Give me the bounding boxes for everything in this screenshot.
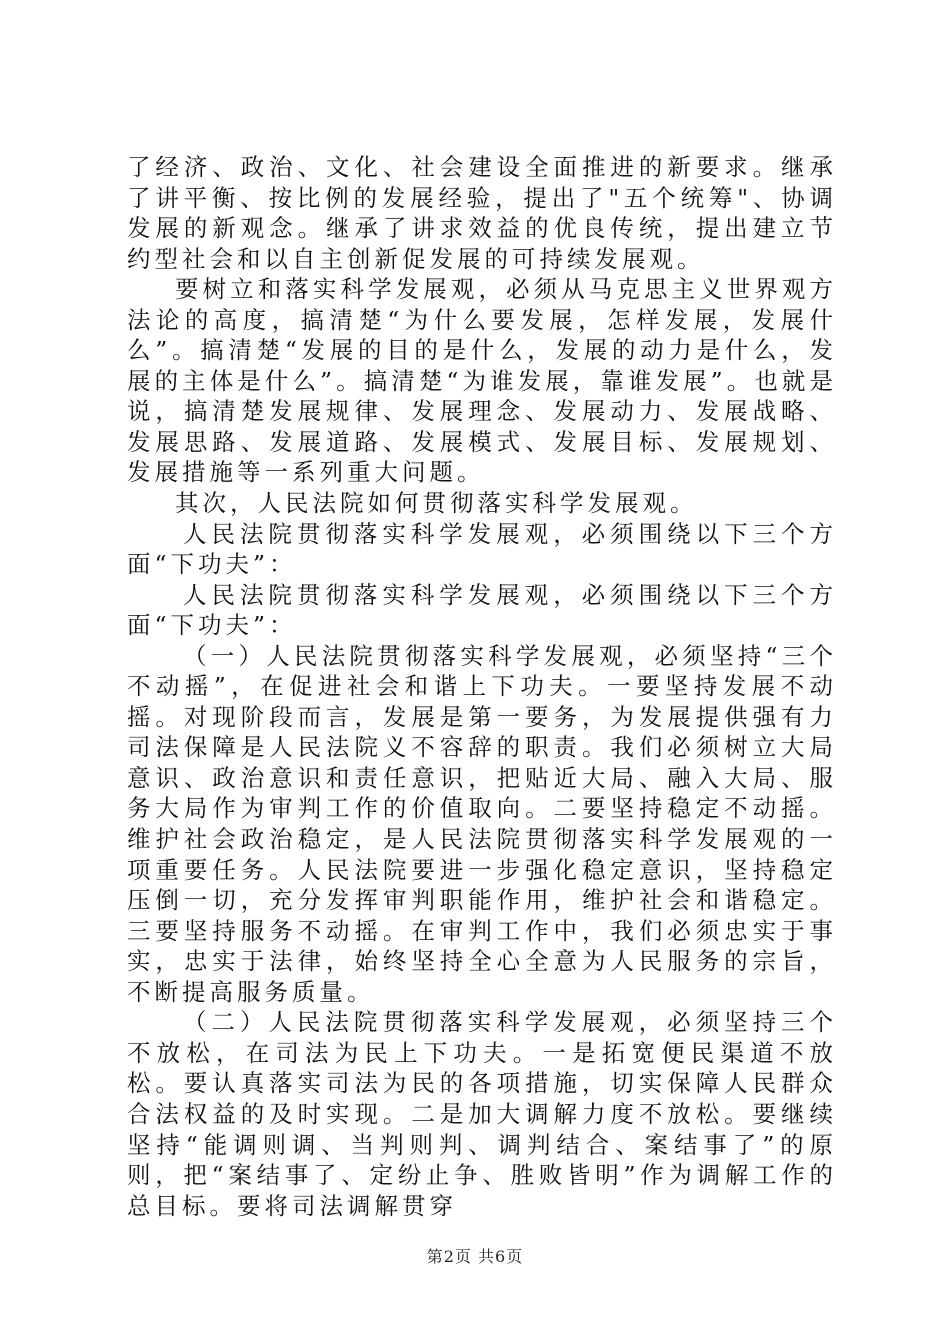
paragraph-point-one: （一）人民法院贯彻落实科学发展观，必须坚持“三个不动摇”，在促进社会和谐上下功夫。一要坚持发展不动摇。对现阶段而言，发展是第一要务，为发展提供强有力司法保障是人民法院义不容辞的职责。我们必须树立大局意识、政治意识和责任意识，把贴近大局、融入大局、服务大局作为审判工作的价值取向。二要坚持稳定不动摇。维护社会政治稳定，是人民法院贯彻落实科学发展观的一项重要任务。人民法院要进一步强化稳定意识，坚持稳定压倒一切，充分发挥审判职能作用，维护社会和谐稳定。三要坚持服务不动摇。在审判工作中，我们必须忠实于事实，忠实于法律，始终坚持全心全意为人民服务的宗旨，不断提高服务质量。: [127, 641, 837, 1006]
paragraph-three-aspects-repeat: 人民法院贯彻落实科学发展观，必须围绕以下三个方面“下功夫”：: [127, 580, 837, 640]
paragraph-continuation: 了经济、政治、文化、社会建设全面推进的新要求。继承了讲平衡、按比例的发展经验，提出了"五个统筹"、协调发展的新观念。继承了讲求效益的优良传统，提出建立节约型社会和以自主创新促发展的可持续发展观。: [127, 153, 837, 273]
page-number-footer: 第2页 共6页: [426, 1247, 524, 1266]
document-body: [127, 152, 837, 1221]
paragraph-development-view: 要树立和落实科学发展观，必须从马克思主义世界观方法论的高度，搞清楚“为什么要发展，怎样发展，发展什么”。搞清楚“发展的目的是什么，发展的动力是什么，发展的主体是什么”。搞清楚“为谁发展，靠谁发展”。也就是说，搞清楚发展规律、发展理念、发展动力、发展战略、发展思路、发展道路、发展模式、发展目标、发展规划、发展措施等一系列重大问题。: [127, 275, 837, 487]
paragraph-point-two: （二）人民法院贯彻落实科学发展观，必须坚持三个不放松，在司法为民上下功夫。一是拓宽便民渠道不放松。要认真落实司法为民的各项措施，切实保障人民群众合法权益的及时实现。二是加大调解力度不放松。要继续坚持“能调则调、当判则判、调判结合、案结事了”的原则，把“案结事了、定纷止争、胜败皆明”作为调解工作的总目标。要将司法调解贯穿: [127, 1008, 837, 1220]
paragraph-three-aspects: 人民法院贯彻落实科学发展观，必须围绕以下三个方面“下功夫”：: [127, 519, 837, 579]
paragraph-secondly: 其次，人民法院如何贯彻落实科学发展观。: [175, 489, 698, 518]
